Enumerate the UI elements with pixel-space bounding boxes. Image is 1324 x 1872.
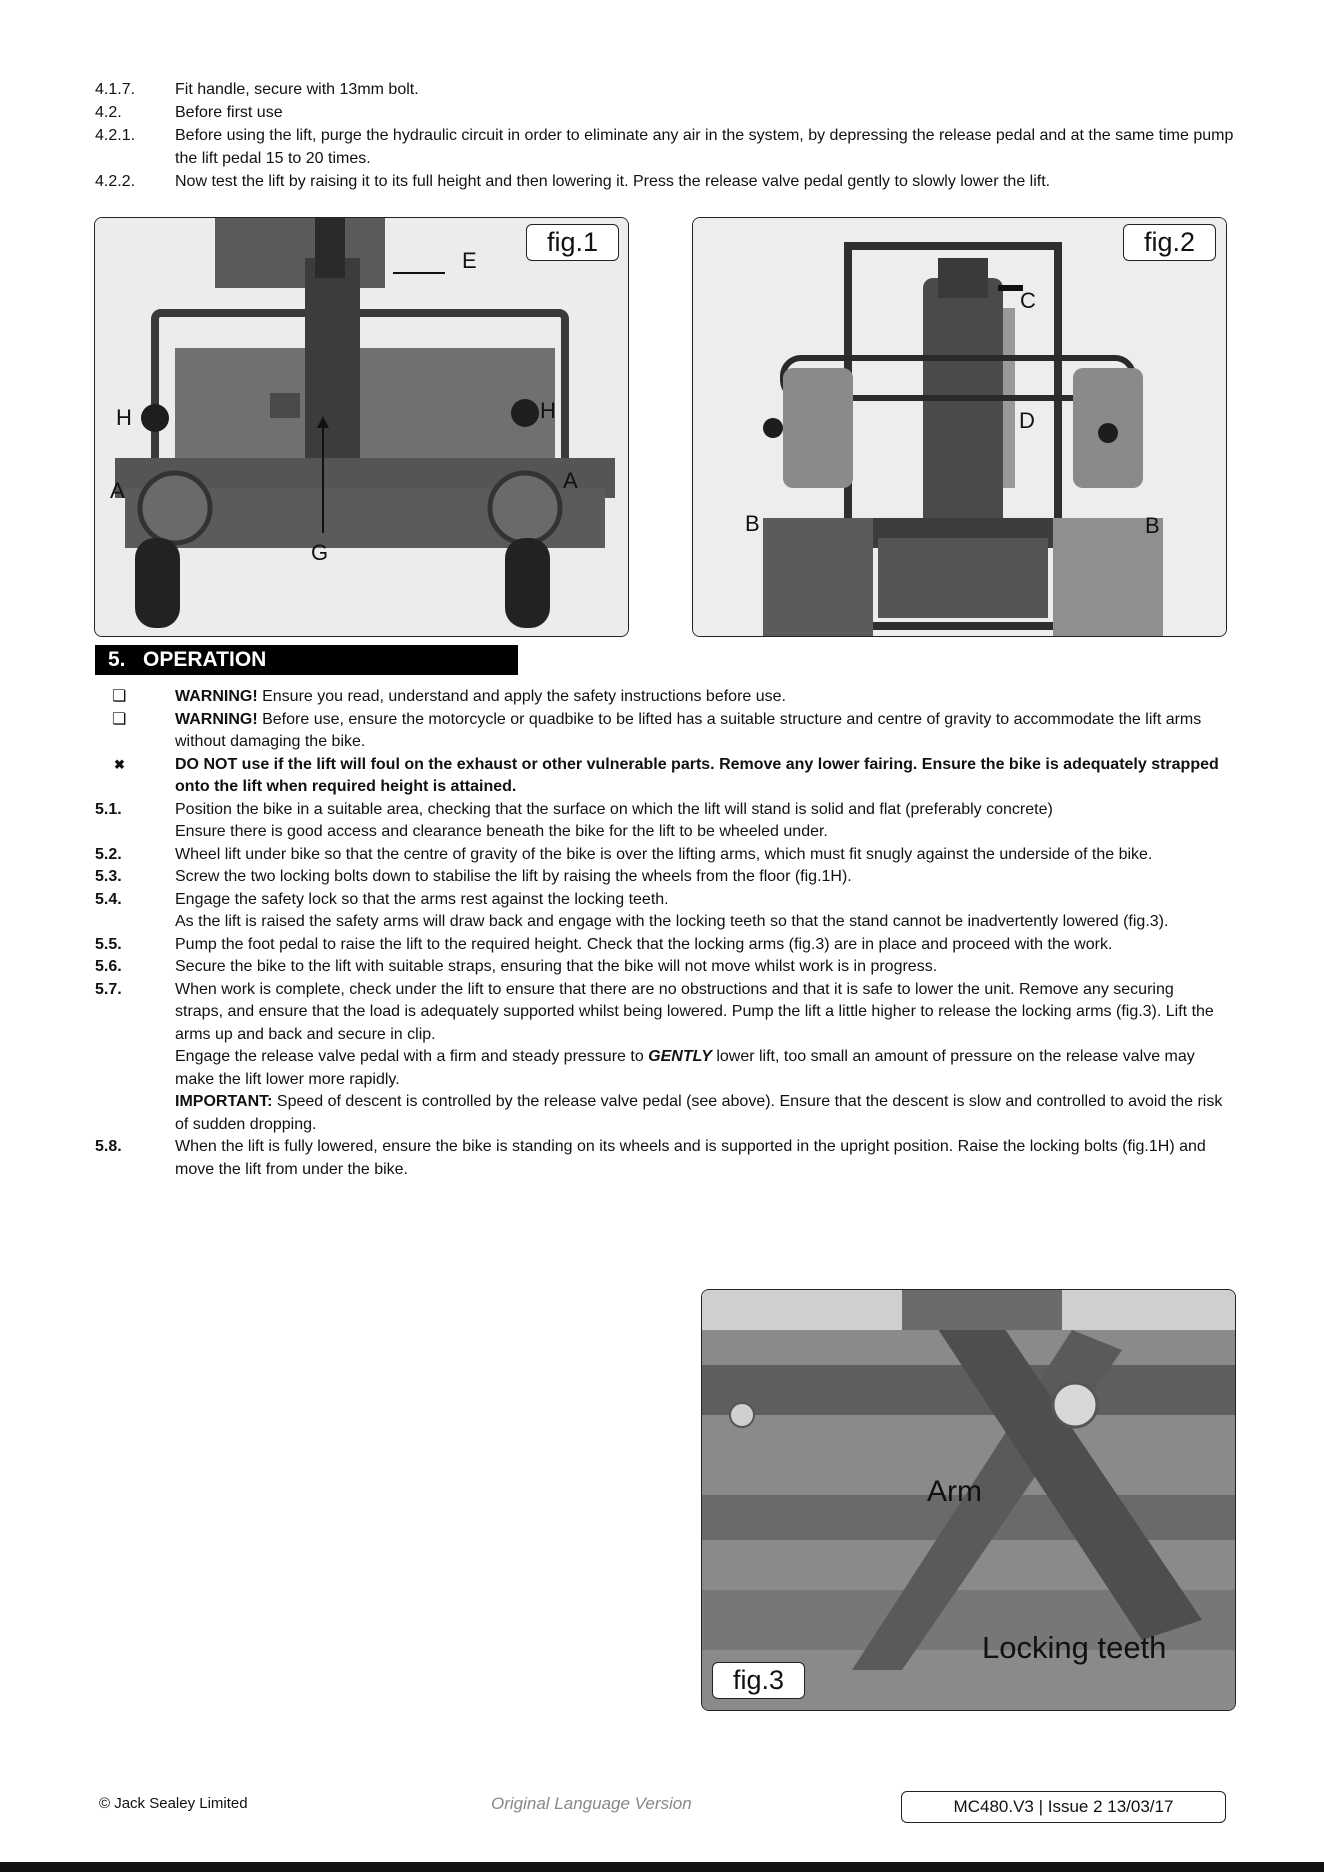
warning-label: WARNING! bbox=[175, 710, 258, 728]
step-text-line: When work is complete, check under the lift to ensure that there are no obstructions and that it is safe to lower the unit. Remove any securing straps, and ensure that the load is adequately supported whilst being lowered. Pump the lift a little higher to release the locking arms (fig.3). Lift the arms up and back and secure in clip. bbox=[175, 980, 1214, 1043]
lift-rear-photo bbox=[693, 218, 1227, 637]
step-number: 4.2.1. bbox=[95, 127, 136, 144]
step-text-line: Engage the release valve pedal with a firm and steady pressure to bbox=[175, 1048, 649, 1065]
step-text-line: As the lift is raised the safety arms will draw back and engage with the locking teeth so that the stand cannot be inadvertently lowered (fig.3). bbox=[175, 913, 1169, 930]
step-text: Secure the bike to the lift with suitable straps, ensuring that the bike will not move whilst work is in progress. bbox=[175, 958, 938, 975]
step-row bbox=[95, 799, 1225, 844]
step-text: Fit handle, secure with 13mm bolt. bbox=[175, 81, 419, 98]
prohibition-text: DO NOT use if the lift will foul on the exhaust or other vulnerable parts. Remove any lower fairing. Ensure the bike is adequately strapped onto the lift when required height is attained. bbox=[175, 755, 1219, 795]
step-text: Wheel lift under bike so that the centre of gravity of the bike is over the lifting arms, which must fit snugly against the underside of the bike. bbox=[175, 845, 1153, 863]
step-text: Now test the lift by raising it to its full height and then lowering it. Press the release valve pedal gently to slowly lower the lift. bbox=[175, 173, 1051, 190]
figure-label: fig.1 bbox=[526, 224, 619, 261]
step-number: 5.2. bbox=[95, 845, 122, 863]
step-row bbox=[95, 889, 1225, 934]
checkbox-bullet-icon: ❏ bbox=[112, 688, 127, 705]
step-text-line: Speed of descent is controlled by the release valve pedal (see above). Ensure that the descent is slow and controlled to avoid the risk of sudden dropping. bbox=[175, 1093, 1223, 1133]
warning-body: Ensure you read, understand and apply the safety instructions before use. bbox=[257, 688, 786, 705]
footer-doc-reference: MC480.V3 | Issue 2 13/03/17 bbox=[901, 1791, 1226, 1823]
installation-steps bbox=[95, 78, 1235, 193]
warning-item bbox=[95, 686, 1225, 709]
section-header bbox=[95, 645, 518, 675]
figure-3 bbox=[701, 1289, 1236, 1711]
callout-c: C bbox=[1020, 288, 1036, 313]
step-number: 5.4. bbox=[95, 890, 122, 908]
step-text-line: Position the bike in a suitable area, checking that the surface on which the lift will stand is solid and flat (preferably concrete) bbox=[175, 800, 1053, 818]
step-row bbox=[95, 979, 1225, 1137]
callout-g: G bbox=[311, 540, 329, 565]
page-bottom-border bbox=[0, 1862, 1324, 1872]
figure-label: fig.3 bbox=[712, 1662, 805, 1699]
step-number: 4.1.7. bbox=[95, 81, 136, 98]
step-text-line: Engage the safety lock so that the arms rest against the locking teeth. bbox=[175, 890, 669, 908]
callout-h-right: H bbox=[540, 398, 556, 423]
warning-body: Before use, ensure the motorcycle or quadbike to be lifted has a suitable structure and centre of gravity to accommodate the lift arms without damaging the bike. bbox=[175, 710, 1202, 750]
callout-d: D bbox=[1019, 408, 1035, 433]
step-text-line: lower lift, too small an amount of pressure on the release valve may make the lift lower more rapidly. bbox=[175, 1048, 1195, 1088]
step-row bbox=[95, 934, 1225, 957]
footer-version-note: Original Language Version bbox=[491, 1794, 692, 1813]
step-row bbox=[95, 866, 1225, 889]
step-text: Before first use bbox=[175, 104, 283, 121]
step-text: Screw the two locking bolts down to stabilise the lift by raising the wheels from the floor (fig.1H). bbox=[175, 868, 852, 885]
step-number: 5.3. bbox=[95, 868, 122, 885]
warning-text bbox=[175, 709, 1225, 754]
figure-1 bbox=[94, 217, 629, 637]
step-row bbox=[95, 124, 1235, 170]
emphasis-text: GENTLY bbox=[648, 1048, 712, 1065]
section-number: 5. bbox=[108, 648, 126, 671]
checkbox-bullet-icon: ❏ bbox=[112, 710, 127, 728]
step-text bbox=[175, 979, 1225, 1137]
step-row bbox=[95, 1136, 1225, 1181]
lift-front-photo bbox=[95, 218, 629, 637]
warning-text bbox=[175, 686, 1225, 709]
important-label: IMPORTANT: bbox=[175, 1093, 273, 1110]
callout-locking-teeth: Locking teeth bbox=[982, 1630, 1167, 1665]
step-row bbox=[95, 78, 1235, 101]
step-text: When the lift is fully lowered, ensure the bike is standing on its wheels and is supported in the upright position. Raise the locking bolts (fig.1H) and move the lift from under the bike. bbox=[175, 1138, 1206, 1178]
step-number: 5.6. bbox=[95, 958, 122, 975]
callout-a-left: A bbox=[110, 478, 125, 503]
step-number: 4.2. bbox=[95, 104, 122, 121]
step-text: Before using the lift, purge the hydraulic circuit in order to eliminate any air in the system, by depressing the release pedal and at the same time pump the lift pedal 15 to 20 times. bbox=[175, 127, 1234, 167]
step-row bbox=[95, 101, 1235, 124]
callout-a-right: A bbox=[563, 468, 578, 493]
warning-item bbox=[95, 709, 1225, 754]
warning-label: WARNING! bbox=[175, 688, 258, 705]
callout-b-right: B bbox=[1145, 513, 1160, 538]
callout-e: E bbox=[462, 248, 477, 273]
step-text bbox=[175, 889, 1225, 934]
step-number: 5.1. bbox=[95, 800, 122, 818]
figure-label: fig.2 bbox=[1123, 224, 1216, 261]
footer-copyright: © Jack Sealey Limited bbox=[99, 1795, 248, 1812]
callout-arm: Arm bbox=[927, 1475, 982, 1508]
step-number: 5.8. bbox=[95, 1138, 122, 1155]
step-number: 5.5. bbox=[95, 935, 122, 953]
step-row bbox=[95, 170, 1235, 193]
step-row bbox=[95, 956, 1225, 979]
cross-bullet-icon: ✖ bbox=[114, 756, 125, 772]
step-number: 5.7. bbox=[95, 980, 122, 998]
figure-2 bbox=[692, 217, 1227, 637]
step-text-line: Ensure there is good access and clearance beneath the bike for the lift to be wheeled under. bbox=[175, 823, 828, 840]
prohibition-item bbox=[95, 754, 1225, 799]
callout-b-left: B bbox=[745, 511, 760, 536]
step-number: 4.2.2. bbox=[95, 173, 136, 190]
step-text bbox=[175, 799, 1225, 844]
operation-list bbox=[95, 686, 1225, 1181]
section-title: OPERATION bbox=[143, 648, 267, 671]
step-text: Pump the foot pedal to raise the lift to the required height. Check that the locking arms (fig.3) are in place and proceed with the work. bbox=[175, 935, 1113, 953]
callout-h-left: H bbox=[116, 405, 132, 430]
step-row bbox=[95, 844, 1225, 867]
